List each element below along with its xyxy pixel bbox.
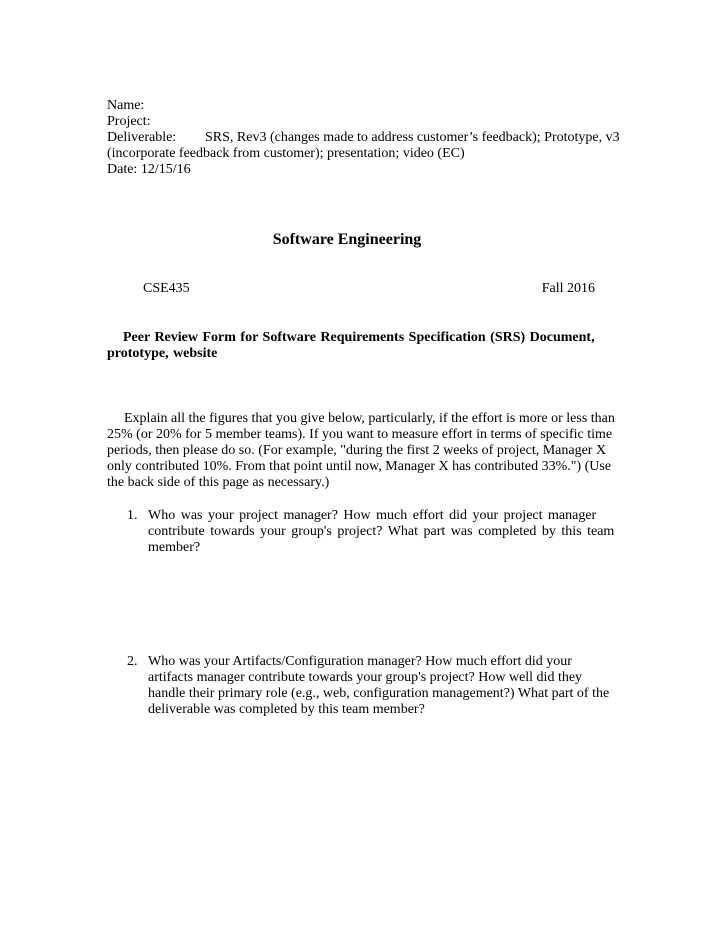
- intro-paragraph: Explain all the figures that you give below, particularly, if the effort is more or less than 25% (or 20% for 5 member teams). If you want to measure effort in terms of specific time periods, then please do so. (For example, "during the first 2 weeks of project, Manager X only contributed 10%. From that point until now, Manager X has contributed 33%.") (Use the back side of this page as necessary.): [107, 411, 615, 490]
- deliverable-value-line2: (incorporate feedback from customer); presentation; video (EC): [107, 146, 465, 161]
- header-fields: [107, 98, 627, 178]
- question-text: Who was your Artifacts/Configuration manager? How much effort did your artifacts manager contribute towards your group's project? How well did they handle their primary role (e.g., web, configuration management?) What part of the deliverable was completed by this team member?: [148, 654, 610, 717]
- question-text: Who was your project manager? How much effort did your project manager contribute towards your group's project? What part was completed by this team member?: [148, 508, 615, 555]
- question-2: [127, 654, 617, 718]
- question-number: 1.: [127, 508, 138, 523]
- date-line: Date: 12/15/16: [107, 162, 191, 177]
- course-term: Fall 2016: [541, 281, 595, 296]
- deliverable-label: Deliverable:: [107, 130, 177, 145]
- question-1: [127, 508, 617, 556]
- question-number: 2.: [127, 654, 138, 669]
- form-title: Peer Review Form for Software Requirements Specification (SRS) Document, prototype, website: [107, 330, 595, 361]
- name-label: Name:: [107, 98, 145, 113]
- deliverable-value-line1: SRS, Rev3 (changes made to address customer’s feedback); Prototype, v3: [205, 130, 620, 145]
- course-code: CSE435: [143, 281, 190, 296]
- deliverable-line: [107, 130, 627, 146]
- document-title: Software Engineering: [272, 231, 422, 248]
- project-label: Project:: [107, 114, 151, 129]
